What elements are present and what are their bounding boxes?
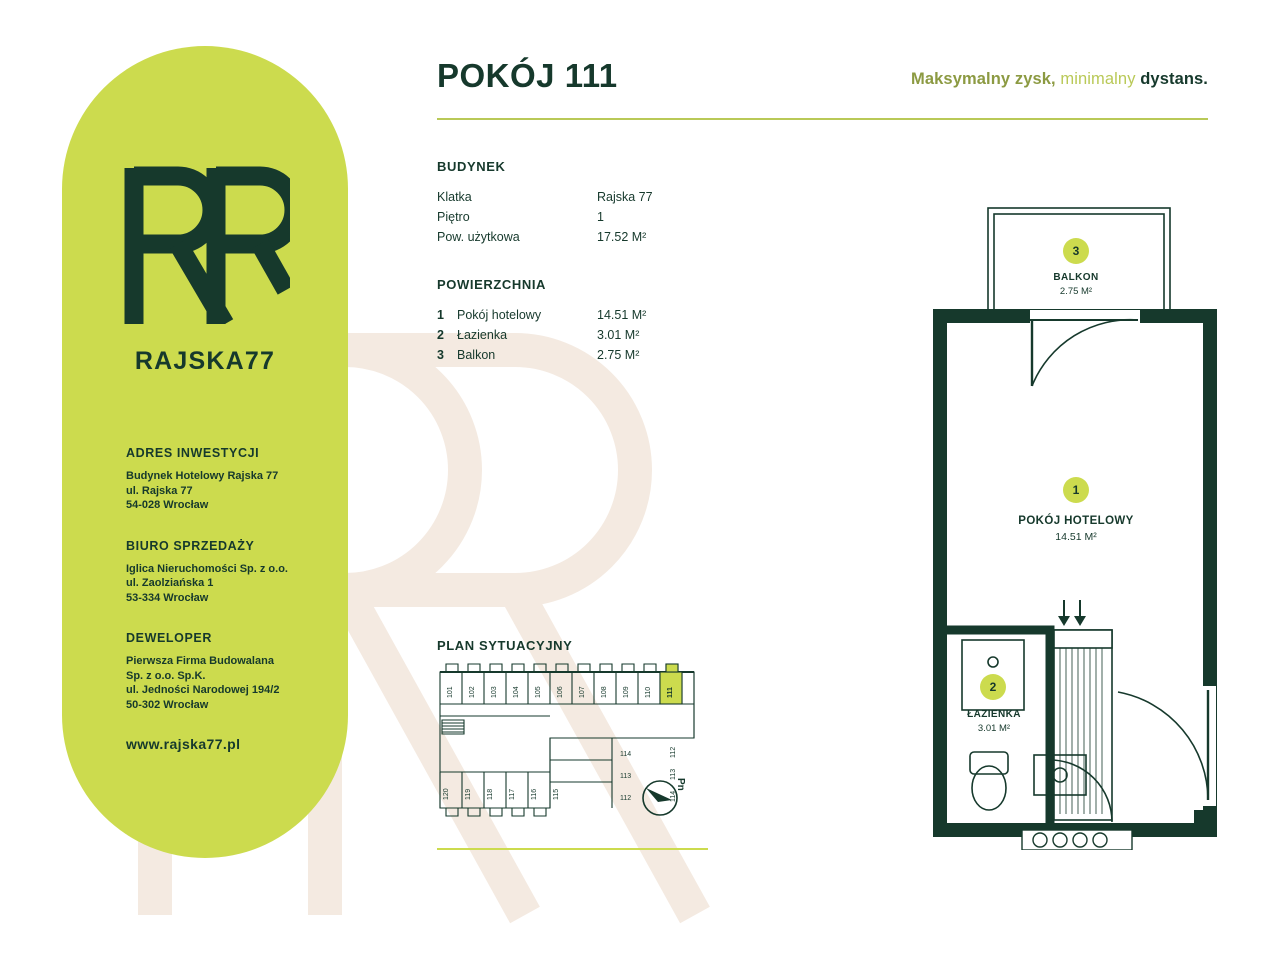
table-row [437, 207, 653, 227]
table-row [437, 305, 646, 325]
unit-label: 115 [553, 788, 560, 800]
room-name: POKÓJ HOTELOWY [1018, 515, 1134, 527]
unit-label: 120 [443, 788, 450, 800]
table-row [437, 187, 653, 207]
unit-label: 113 [670, 768, 677, 780]
areas-heading: POWIERZCHNIA [437, 277, 547, 292]
unit-label: 112 [670, 746, 677, 758]
contact-line: ul. Jedności Narodowej 194/2 [126, 684, 280, 696]
room-badge-1: 1 [1063, 477, 1089, 503]
building-section [437, 159, 653, 247]
logo [62, 154, 348, 376]
contact-lines [126, 654, 348, 712]
contact-lines [126, 562, 348, 606]
unit-label: 114 [620, 751, 632, 758]
contact-lines [126, 469, 348, 513]
compass-icon [640, 778, 680, 823]
contact-line: Budynek Hotelowy Rajska 77 [126, 470, 279, 482]
tagline [911, 70, 1208, 89]
tagline-part-1: Maksymalny zysk, [911, 70, 1056, 88]
unit-label: 104 [513, 686, 520, 698]
area-name: Pokój hotelowy [457, 308, 542, 322]
room-name: BALKON [1053, 272, 1099, 283]
website-link[interactable]: www.rajska77.pl [126, 736, 241, 752]
area-number: 1 [437, 308, 444, 322]
site-plan-heading: PLAN SYTUACYJNY [437, 638, 573, 653]
contact-line: Sp. z o.o. Sp.K. [126, 669, 206, 682]
room-label-pokoj [996, 515, 1156, 543]
contact-heading: BIURO SPRZEDAŻY [126, 538, 255, 553]
contact-line: 53-334 Wrocław [126, 591, 209, 604]
room-area: 3.01 M² [977, 723, 1011, 734]
table-row [437, 325, 646, 345]
area-value: 2.75 M² [597, 348, 640, 362]
area-value: 3.01 M² [597, 328, 640, 342]
room-badge-2: 2 [980, 674, 1006, 700]
unit-label: 117 [509, 788, 516, 800]
brand-panel [62, 46, 348, 858]
unit-label-highlighted: 111 [667, 687, 674, 698]
contact-line: ul. Rajska 77 [126, 484, 193, 497]
building-value: 17.52 M² [597, 230, 647, 244]
building-value: 1 [597, 210, 604, 224]
contact-block-address [126, 446, 348, 513]
contact-blocks [126, 446, 348, 738]
header-divider [437, 118, 1208, 120]
building-label: Klatka [437, 190, 472, 204]
unit-label: 101 [447, 686, 454, 698]
room-label-balkon [1006, 272, 1146, 297]
unit-label: 107 [579, 686, 586, 698]
tagline-part-3: dystans. [1140, 70, 1208, 88]
building-label: Pow. użytkowa [437, 230, 520, 244]
area-number: 2 [437, 328, 444, 342]
building-heading: BUDYNEK [437, 159, 506, 174]
unit-label: 105 [535, 686, 542, 698]
unit-label: 119 [465, 788, 472, 800]
logo-wordmark: RAJSKA77 [134, 347, 276, 375]
room-area: 2.75 M² [1059, 286, 1093, 297]
room-area: 14.51 M² [1055, 531, 1097, 543]
area-value: 14.51 M² [597, 308, 647, 322]
contact-line: 50-302 Wrocław [126, 698, 209, 711]
unit-label: 108 [601, 686, 608, 698]
contact-line: Iglica Nieruchomości Sp. z o.o. [126, 562, 288, 575]
footer-divider [437, 848, 708, 850]
building-label: Piętro [437, 210, 470, 224]
unit-label: 109 [623, 686, 630, 698]
contact-block-sales [126, 539, 348, 606]
contact-block-developer [126, 631, 348, 712]
room-label-lazienka [933, 709, 1055, 734]
contact-heading: ADRES INWESTYCJI [126, 446, 260, 460]
unit-label: 110 [645, 686, 652, 698]
area-name: Balkon [457, 348, 496, 362]
areas-section [437, 277, 646, 365]
contact-line: ul. Zaolziańska 1 [126, 577, 214, 589]
contact-heading: DEWELOPER [126, 631, 212, 645]
unit-label: 103 [491, 686, 498, 698]
building-value: Rajska 77 [597, 190, 653, 204]
compass-north-label: Pn [675, 778, 686, 791]
table-row [437, 227, 653, 247]
unit-label: 118 [487, 788, 494, 800]
area-number: 3 [437, 348, 444, 362]
page-title: POKÓJ 111 [437, 57, 618, 94]
rajska-logo-icon [120, 154, 290, 329]
unit-label: 116 [531, 788, 538, 800]
contact-line: Pierwsza Firma Budowalana [126, 655, 274, 667]
unit-label: 102 [469, 686, 476, 698]
room-name: ŁAZIENKA [967, 709, 1021, 720]
unit-label: 106 [557, 686, 564, 698]
room-badge-3: 3 [1063, 238, 1089, 264]
unit-label: 114 [670, 790, 677, 802]
unit-label: 112 [620, 795, 632, 802]
tagline-part-2: minimalny [1055, 70, 1141, 88]
area-name: Łazienka [457, 328, 508, 342]
contact-line: 54-028 Wrocław [126, 499, 209, 511]
table-row [437, 345, 646, 365]
unit-label: 113 [620, 773, 632, 780]
